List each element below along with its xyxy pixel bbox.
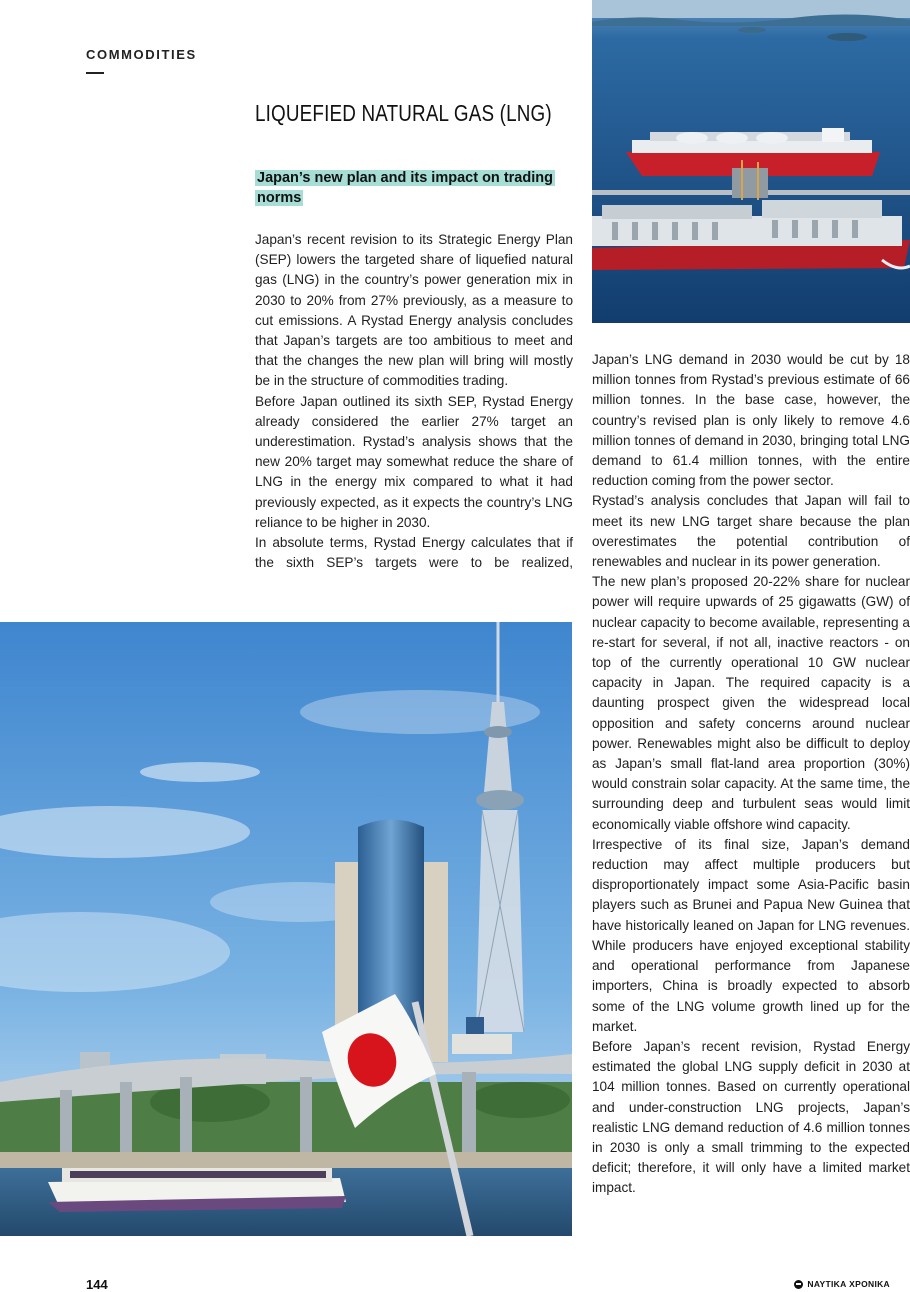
left-text-column (255, 230, 573, 573)
article-title: LIQUEFIED NATURAL GAS (LNG) (255, 100, 552, 126)
paragraph: Rystad’s analysis concludes that Japan will fail to meet its new LNG target share because the plan overestimates the potential contribution of renewables and nuclear in its power generation. (592, 493, 910, 570)
publication-brand (794, 1279, 890, 1289)
subheading-highlight: Japan’s new plan and its impact on trading norms (257, 170, 553, 206)
paragraph: Before Japan’s recent revision, Rystad Energy estimated the global LNG supply deficit in 2030 at 104 million tonnes. Based on currently operational and under-construction LNG projects, Japan’s realistic LNG demand reduction of 4.6 million tonnes in 2030 is only a small trimming to the expected deficit; therefore, it will only have a limited market impact. (592, 1038, 910, 1196)
paragraph: The new plan’s proposed 20-22% share for nuclear power will require upwards of 25 gigawatts (GW) of nuclear capacity to become available, representing a re-start for several, if not all, inactive reactors - on top of the currently operational 10 GW nuclear capacity in Japan. The required capacity is a daunting prospect given the widespread local opposition and safety concerns around nuclear power. Renewables might also be difficult to deploy as Japan’s small flat-land area proportion (30%) would constrain solar capacity. At the same time, the surrounding deep and turbulent seas would limit economically viable offshore wind capacity. (592, 574, 910, 832)
section-label: COMMODITIES (86, 47, 197, 62)
paragraph: Irrespective of its final size, Japan’s demand reduction may affect multiple producers but disproportionately impact some Asia-Pacific basin players such as Brunei and Papua New Guinea that have historically leaned on Japan for LNG revenues. While producers have enjoyed exceptional stability and operational performance from Japanese importers, China is broadly expected to absorb some of the LNG volume growth lined up for the market. (592, 836, 910, 1034)
paragraph: Japan’s recent revision to its Strategic Energy Plan (SEP) lowers the targeted share of liquefied natural gas (LNG) in the country’s power generation mix in 2030 to 20% from 27% previously, as a measure to cut emissions. A Rystad Energy analysis concludes that Japan’s targets are too ambitious to meet and that the changes the new plan will bring will mostly be in the structure of commodities trading. (255, 232, 573, 389)
paragraph: Japan’s LNG demand in 2030 would be cut by 18 million tonnes from Rystad’s previous estimate of 66 million tonnes. In the base case, however, the country’s revised plan is only likely to remove 4.6 million tonnes of demand in 2030, bringing total LNG demand to 61.4 million tonnes, with the entire reduction coming from the power sector. (592, 352, 910, 489)
tokyo-skyline-photo (0, 622, 572, 1236)
paragraph: In absolute terms, Rystad Energy calculates that if the sixth SEP’s targets were to be realized, (255, 535, 573, 571)
right-text-column (592, 350, 910, 1199)
publication-name: ΝΑΥΤΙΚΑ ΧΡΟΝΙΚΑ (807, 1279, 890, 1289)
lng-ships-photo (592, 0, 910, 323)
article-subheading (255, 168, 570, 208)
page-number: 144 (86, 1277, 108, 1292)
section-rule (86, 72, 104, 74)
paragraph: Before Japan outlined its sixth SEP, Rystad Energy already considered the earlier 27% target an underestimation. Rystad’s analysis shows that the new 20% target may somewhat reduce the share of LNG in the energy mix compared to what it had previously expected, as it expects the country’s LNG reliance to be higher in 2030. (255, 393, 573, 530)
brand-logo-icon (794, 1280, 803, 1289)
